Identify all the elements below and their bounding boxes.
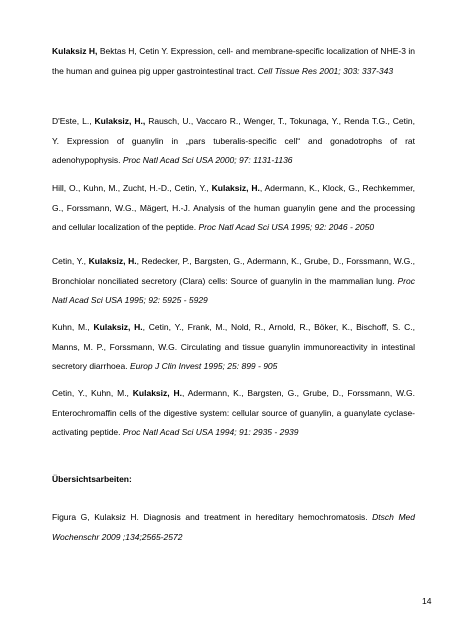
reference-entry bbox=[52, 179, 415, 238]
author-highlight: Kulaksiz, H. bbox=[93, 322, 143, 332]
reference-text: Figura G, Kulaksiz H. Diagnosis and treatment in hereditary hemochromatosis. bbox=[52, 512, 373, 522]
review-entry bbox=[52, 508, 415, 547]
citation-source: Proc Natl Acad Sci USA 2000; 97: 1131-1136 bbox=[122, 155, 293, 165]
author-highlight: Kulaksiz H, bbox=[52, 46, 98, 56]
reference-text: Hill, O., Kuhn, M., Zucht, H.-D., Cetin, Y., bbox=[52, 183, 212, 193]
reference-text: , Adermann, K., Bargsten, G., Grube, D., Forssmann, W.G. Enterochromaffin cells of the digestive system: cellular source of guanylin, a guanylate cyclase-activating peptide. bbox=[52, 388, 415, 437]
reference-text: Bektas H, Cetin Y. Expression, cell- and membrane-specific localization of NHE-3 in the human and guinea pig upper gastrointestinal tract. bbox=[52, 46, 415, 76]
citation-source: Europ J Clin Invest 1995; 25: 899 - 905 bbox=[129, 361, 278, 371]
reference-text: Kuhn, M., bbox=[52, 322, 94, 332]
reference-text: Cetin, Y., Kuhn, M., bbox=[52, 388, 133, 398]
citation-source: Dtsch Med Wochenschr 2009 ;134;2565-2572 bbox=[52, 512, 416, 542]
citation-source: Proc Natl Acad Sci USA 1995; 92: 2046 - 2050 bbox=[198, 222, 375, 232]
reference-entry bbox=[52, 112, 415, 171]
reference-entry bbox=[52, 252, 415, 311]
author-highlight: Kulaksiz, H., bbox=[94, 116, 146, 126]
author-highlight: Kulaksiz, H. bbox=[211, 183, 260, 193]
reference-text: , Adermann, K., Klock, G., Rechkemmer, G., Forssmann, W.G., Mägert, H.-J. Analysis of the human guanylin gene and the processing and cellular localization of the peptide. bbox=[52, 183, 415, 232]
citation-source: Proc Natl Acad Sci USA 1994; 91: 2935 - 2939 bbox=[122, 427, 299, 437]
reference-text: , Cetin, Y., Frank, M., Nold, R., Arnold, R., Böker, K., Bischoff, S. C., Manns, M. P., Forssmann, W.G. Circulating and tissue guanylin immunoreactivity in intestinal secretory diarrhoea. bbox=[52, 322, 415, 371]
reference-text: Rausch, U., Vaccaro R., Wenger, T., Tokunaga, Y., Renda T.G., Cetin, Y. Expression of guanylin in „pars tuberalis-specific cell“ and gonadotrophs of rat adenohypophysis. bbox=[52, 116, 416, 165]
reference-text: D'Este, L., bbox=[52, 116, 95, 126]
author-highlight: Kulaksiz, H. bbox=[88, 256, 137, 266]
reference-text: , Redecker, P., Bargsten, G., Adermann, K., Grube, D., Forssmann, W.G., Bronchiolar nonciliated secretory (Clara) cells: Source of guanylin in the mammalian lung. bbox=[52, 256, 415, 286]
citation-source: Cell Tissue Res 2001; 303: 337-343 bbox=[257, 65, 394, 76]
reference-entry bbox=[52, 384, 415, 443]
citation-source: Proc Natl Acad Sci USA 1995; 92: 5925 - 5929 bbox=[52, 275, 415, 305]
page-number: 14 bbox=[422, 596, 432, 606]
reference-entry bbox=[52, 42, 415, 81]
section-heading: Übersichtsarbeiten: bbox=[52, 474, 132, 484]
author-highlight: Kulaksiz, H. bbox=[132, 388, 182, 398]
reference-text: Cetin, Y., bbox=[52, 256, 89, 266]
reference-entry bbox=[52, 318, 415, 377]
